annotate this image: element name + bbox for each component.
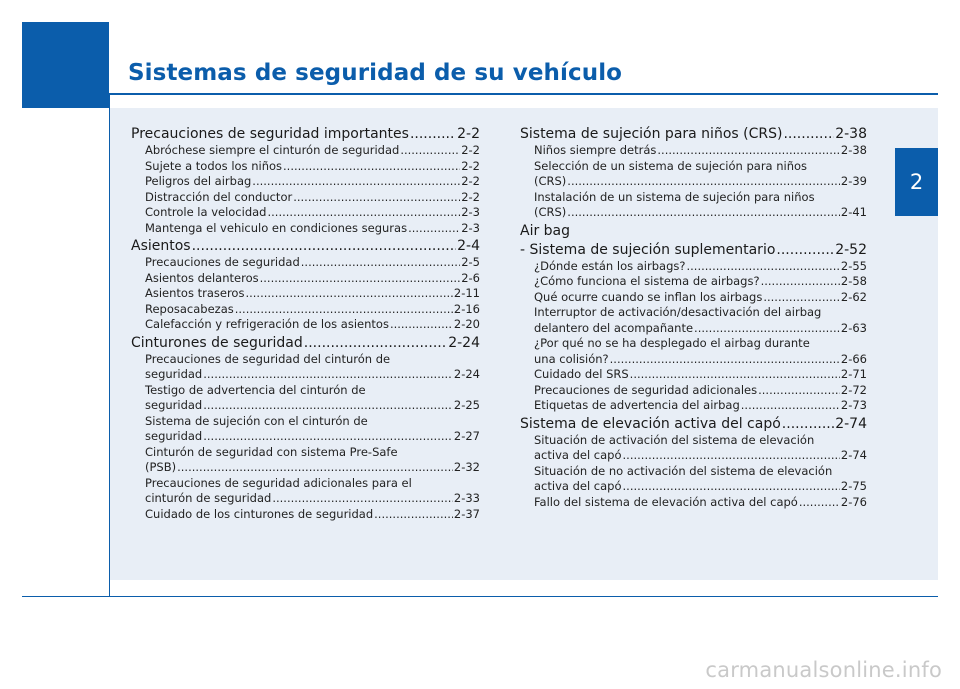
toc-page-number: 2-72 bbox=[840, 382, 867, 397]
toc-entry[interactable] bbox=[520, 448, 867, 464]
toc-entry[interactable] bbox=[131, 302, 480, 318]
toc-heading[interactable] bbox=[520, 241, 867, 259]
toc-entry-title: Sistema de elevación activa del capó bbox=[520, 415, 781, 432]
dot-leader bbox=[272, 491, 453, 507]
dot-leader bbox=[783, 125, 834, 143]
dot-leader bbox=[567, 174, 840, 190]
toc-page-number: 2-5 bbox=[461, 255, 480, 269]
toc-page-number: 2-66 bbox=[840, 351, 867, 366]
toc-entry[interactable] bbox=[520, 479, 867, 495]
toc-entry[interactable] bbox=[520, 290, 867, 306]
toc-entry[interactable] bbox=[520, 205, 867, 221]
toc-entry[interactable] bbox=[520, 321, 867, 337]
dot-leader bbox=[776, 241, 834, 259]
toc-entry[interactable] bbox=[131, 507, 480, 523]
toc-entry-title: (CRS) bbox=[534, 205, 567, 219]
toc-entry[interactable] bbox=[520, 274, 867, 290]
toc-entry[interactable] bbox=[131, 190, 480, 206]
toc-entry-title: Cinturones de seguridad bbox=[131, 334, 303, 351]
toc-page-number: 2-2 bbox=[461, 189, 480, 204]
toc-page-number: 2-74 bbox=[840, 448, 867, 462]
toc-entry[interactable] bbox=[131, 143, 480, 159]
dot-leader bbox=[177, 460, 453, 476]
dot-leader bbox=[782, 415, 834, 433]
toc-entry[interactable] bbox=[520, 367, 867, 383]
toc-heading[interactable] bbox=[131, 237, 480, 255]
toc-entry[interactable] bbox=[131, 367, 480, 383]
dot-leader bbox=[610, 352, 840, 368]
toc-entry-title: Reposacabezas bbox=[145, 301, 234, 316]
toc-entry[interactable]: Precauciones de seguridad adicionales para el bbox=[145, 475, 412, 490]
toc-page-number: 2-2 bbox=[461, 174, 480, 188]
dot-leader bbox=[390, 317, 453, 333]
toc-page-number: 2-11 bbox=[453, 286, 480, 300]
toc-entry-title: Sistema de sujeción para niños (CRS) bbox=[520, 126, 783, 142]
dot-leader bbox=[301, 255, 460, 271]
toc-entry[interactable] bbox=[131, 221, 480, 237]
dot-leader bbox=[761, 274, 840, 290]
toc-entry[interactable] bbox=[520, 398, 867, 414]
toc-heading[interactable] bbox=[520, 415, 867, 433]
toc-entry-title: ¿Cómo funciona el sistema de airbags? bbox=[534, 274, 760, 288]
chapter-color-block bbox=[22, 22, 109, 108]
toc-entry[interactable] bbox=[131, 255, 480, 271]
toc-page-number: 2-39 bbox=[840, 174, 867, 188]
dot-leader bbox=[304, 334, 447, 352]
dot-leader bbox=[235, 302, 453, 318]
dot-leader bbox=[400, 143, 460, 159]
toc-entry[interactable]: Situación de no activación del sistema de elevación bbox=[534, 463, 833, 478]
title-divider bbox=[109, 93, 938, 95]
margin-line bbox=[109, 95, 110, 597]
dot-leader bbox=[657, 143, 840, 159]
toc-entry[interactable]: ¿Por qué no se ha desplegado el airbag durante bbox=[534, 336, 810, 350]
page-title: Sistemas de seguridad de su vehículo bbox=[128, 60, 623, 86]
dot-leader bbox=[623, 448, 840, 464]
toc-entry-title: Distracción del conductor bbox=[145, 189, 293, 204]
dot-leader bbox=[741, 398, 840, 414]
toc-page-number: 2-52 bbox=[835, 241, 867, 258]
dot-leader bbox=[408, 221, 460, 237]
toc-entry-title: Controle la velocidad bbox=[145, 205, 267, 219]
dot-leader bbox=[630, 367, 840, 383]
toc-entry-title: - Sistema de sujeción suplementario bbox=[520, 241, 776, 258]
chapter-tab[interactable]: 2 bbox=[895, 148, 938, 216]
dot-leader bbox=[799, 495, 840, 511]
toc-entry-title: Peligros del airbag bbox=[145, 174, 252, 188]
dot-leader bbox=[203, 398, 453, 414]
toc-page-number: 2-37 bbox=[453, 506, 480, 521]
dot-leader bbox=[374, 507, 453, 523]
dot-leader bbox=[758, 383, 840, 399]
toc-entry-title: Asientos delanteros bbox=[145, 270, 259, 285]
toc-entry[interactable] bbox=[520, 383, 867, 399]
toc-entry[interactable]: Interruptor de activación/desactivación del airbag bbox=[534, 305, 822, 319]
toc-entry-title: Cuidado de los cinturones de seguridad bbox=[145, 506, 374, 521]
toc-entry[interactable] bbox=[520, 352, 867, 368]
toc-entry[interactable]: Situación de activación del sistema de elevación bbox=[534, 432, 815, 447]
toc-entry[interactable]: Sistema de sujeción con el cinturón de bbox=[145, 413, 368, 428]
toc-entry-title: Etiquetas de advertencia del airbag bbox=[534, 398, 740, 412]
toc-page-number: 2-3 bbox=[461, 220, 480, 235]
toc-page-number: 2-73 bbox=[840, 398, 867, 412]
toc-entry-title: delantero del acompañante bbox=[534, 320, 694, 335]
dot-leader bbox=[267, 205, 460, 221]
toc-entry[interactable] bbox=[131, 317, 480, 333]
dot-leader bbox=[293, 190, 460, 206]
toc-entry-title: cinturón de seguridad bbox=[145, 491, 272, 505]
toc-page-number: 2-76 bbox=[840, 494, 867, 509]
toc-entry-title: seguridad bbox=[145, 398, 203, 412]
dot-leader bbox=[203, 367, 453, 383]
dot-leader bbox=[686, 259, 839, 275]
dot-leader bbox=[567, 205, 840, 221]
toc-page-number: 2-75 bbox=[840, 479, 867, 493]
toc-page-number: 2-41 bbox=[840, 205, 867, 219]
toc-heading[interactable] bbox=[520, 125, 867, 143]
toc-entry-title: activa del capó bbox=[534, 479, 622, 493]
toc-page-number: 2-58 bbox=[840, 274, 867, 288]
toc-page-number: 2-6 bbox=[461, 270, 480, 285]
dot-leader bbox=[203, 429, 453, 445]
toc-entry-title: ¿Dónde están los airbags? bbox=[534, 258, 686, 273]
toc-entry-title: Asientos bbox=[131, 238, 191, 254]
toc-entry-title: (CRS) bbox=[534, 174, 567, 188]
toc-page-number: 2-16 bbox=[453, 301, 480, 316]
bottom-divider bbox=[22, 596, 938, 597]
toc-entry[interactable] bbox=[131, 460, 480, 476]
toc-heading[interactable] bbox=[131, 125, 480, 143]
toc-left-column bbox=[131, 124, 480, 522]
toc-page-number: 2-4 bbox=[457, 238, 480, 254]
toc-page-number: 2-71 bbox=[840, 367, 867, 381]
dot-leader bbox=[623, 479, 840, 495]
toc-entry-title: Cuidado del SRS bbox=[534, 367, 629, 381]
toc-entry[interactable] bbox=[520, 174, 867, 190]
toc-entry-title: (PSB) bbox=[145, 460, 177, 474]
toc-page-number: 2-24 bbox=[453, 367, 480, 381]
toc-page-number: 2-24 bbox=[448, 334, 480, 351]
toc-entry-title: seguridad bbox=[145, 367, 203, 381]
watermark: carmanualsonline.info bbox=[705, 658, 942, 682]
toc-page-number: 2-2 bbox=[461, 158, 480, 173]
toc-page-number: 2-63 bbox=[840, 320, 867, 335]
dot-leader bbox=[260, 271, 461, 287]
toc-entry[interactable] bbox=[131, 174, 480, 190]
dot-leader bbox=[245, 286, 452, 302]
toc-page-number: 2-25 bbox=[453, 398, 480, 412]
toc-heading[interactable]: Air bag bbox=[520, 222, 571, 239]
toc-entry[interactable] bbox=[131, 286, 480, 302]
dot-leader bbox=[763, 290, 840, 306]
toc-entry-title: activa del capó bbox=[534, 448, 622, 462]
toc-entry[interactable] bbox=[131, 205, 480, 221]
toc-page-number: 2-2 bbox=[461, 143, 480, 157]
toc-page-number: 2-62 bbox=[840, 289, 867, 304]
toc-entry[interactable]: Precauciones de seguridad del cinturón de bbox=[145, 351, 391, 366]
toc-entry-title: Niños siempre detrás bbox=[534, 143, 657, 157]
toc-entry-title: Asientos traseros bbox=[145, 286, 245, 300]
toc-entry-title: Sujete a todos los niños bbox=[145, 158, 283, 173]
toc-entry[interactable] bbox=[131, 491, 480, 507]
toc-entry-title: Calefacción y refrigeración de los asientos bbox=[145, 317, 389, 331]
toc-entry-title: seguridad bbox=[145, 429, 203, 443]
toc-entry[interactable] bbox=[520, 259, 867, 275]
toc-page-number: 2-20 bbox=[453, 317, 480, 331]
toc-entry-title: Fallo del sistema de elevación activa del capó bbox=[534, 494, 798, 509]
toc-entry[interactable]: Cinturón de seguridad con sistema Pre-Safe bbox=[145, 444, 398, 459]
toc-entry-title: Qué ocurre cuando se inflan los airbags bbox=[534, 289, 763, 304]
dot-leader bbox=[694, 321, 840, 337]
toc-entry[interactable]: Testigo de advertencia del cinturón de bbox=[145, 382, 366, 397]
toc-entry-title: una colisión? bbox=[534, 351, 609, 366]
toc-entry[interactable]: Selección de un sistema de sujeción para niños bbox=[534, 158, 808, 173]
dot-leader bbox=[192, 237, 457, 255]
dot-leader bbox=[283, 159, 460, 175]
toc-entry[interactable] bbox=[131, 159, 480, 175]
toc-entry[interactable] bbox=[520, 143, 867, 159]
toc-page-number: 2-38 bbox=[835, 126, 867, 142]
toc-page-number: 2-2 bbox=[457, 126, 480, 142]
toc-entry-title: Precauciones de seguridad adicionales bbox=[534, 382, 758, 397]
toc-entry-title: Abróchese siempre el cinturón de seguridad bbox=[145, 143, 400, 157]
toc-right-column bbox=[520, 124, 867, 510]
toc-entry[interactable]: Instalación de un sistema de sujeción para niños bbox=[534, 189, 815, 204]
toc-page-number: 2-74 bbox=[835, 415, 867, 432]
toc-page-number: 2-33 bbox=[453, 491, 480, 505]
toc-entry[interactable] bbox=[520, 495, 867, 511]
toc-page-number: 2-38 bbox=[840, 143, 867, 157]
toc-entry[interactable] bbox=[131, 398, 480, 414]
toc-page-number: 2-55 bbox=[840, 258, 867, 273]
dot-leader bbox=[252, 174, 460, 190]
toc-entry[interactable] bbox=[131, 271, 480, 287]
toc-heading[interactable] bbox=[131, 334, 480, 352]
toc-entry-title: Mantenga el vehiculo en condiciones seguras bbox=[145, 220, 408, 235]
toc-page-number: 2-32 bbox=[453, 460, 480, 474]
dot-leader bbox=[410, 125, 456, 143]
toc-page-number: 2-27 bbox=[453, 429, 480, 443]
toc-page-number: 2-3 bbox=[461, 205, 480, 219]
toc-entry-title: Precauciones de seguridad bbox=[145, 255, 300, 269]
toc-entry[interactable] bbox=[131, 429, 480, 445]
toc-entry-title: Precauciones de seguridad importantes bbox=[131, 126, 409, 142]
